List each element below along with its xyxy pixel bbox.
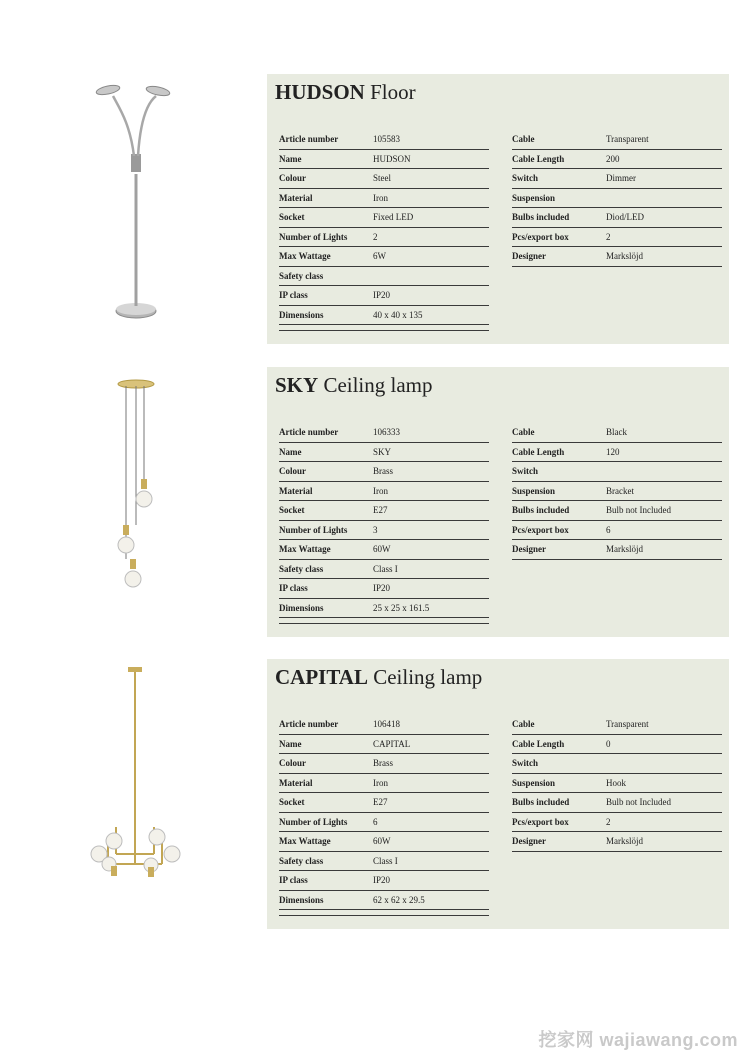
spec-label: Dimensions (279, 894, 324, 905)
table-end-rule (279, 325, 489, 331)
spec-value: CAPITAL (373, 738, 411, 749)
spec-row (279, 482, 489, 502)
spec-value: 120 (606, 446, 620, 457)
capital-lamp-illustration (68, 659, 208, 929)
spec-row (279, 306, 489, 326)
spec-row (512, 247, 722, 267)
spec-row (512, 462, 722, 482)
spec-label: Cable Length (512, 153, 565, 164)
product-name: SKY (275, 373, 319, 397)
spec-value: E27 (373, 797, 388, 808)
spec-label: Switch (512, 173, 539, 184)
spec-label: Pcs/export box (512, 524, 569, 535)
spec-label: Dimensions (279, 602, 324, 613)
spec-value: Markslöjd (606, 251, 643, 262)
table-end-rule (279, 618, 489, 624)
spec-row (279, 286, 489, 306)
spec-row (512, 501, 722, 521)
spec-label: Dimensions (279, 309, 324, 320)
spec-label: Max Wattage (279, 544, 331, 555)
product-hudson (0, 74, 750, 344)
spec-label: Safety class (279, 855, 324, 866)
spec-row (279, 189, 489, 209)
spec-row (512, 130, 722, 150)
site-watermark: 挖家网 wajiawang.com (538, 1030, 738, 1050)
spec-label: Article number (279, 719, 339, 730)
spec-value: Diod/LED (606, 212, 644, 223)
spec-row (512, 715, 722, 735)
spec-label: Colour (279, 466, 306, 477)
hudson-lamp-illustration (68, 74, 208, 344)
spec-label: Suspension (512, 777, 556, 788)
spec-label: Material (279, 192, 313, 203)
spec-label: Cable Length (512, 446, 565, 457)
spec-label: Bulbs included (512, 505, 570, 516)
spec-value: 25 x 25 x 161.5 (373, 602, 430, 613)
spec-label: Designer (512, 544, 546, 555)
spec-value: 62 x 62 x 29.5 (373, 894, 425, 905)
spec-panel (267, 74, 729, 344)
spec-row (512, 774, 722, 794)
spec-label: Number of Lights (279, 231, 348, 242)
spec-row (279, 443, 489, 463)
spec-value: 3 (373, 524, 378, 535)
spec-value: Markslöjd (606, 544, 643, 555)
spec-label: Cable (512, 719, 535, 730)
spec-value: 60W (373, 836, 391, 847)
spec-row (279, 228, 489, 248)
spec-value: E27 (373, 505, 388, 516)
spec-row (512, 793, 722, 813)
spec-label: Bulbs included (512, 797, 570, 808)
spec-row (512, 482, 722, 502)
spec-row (279, 715, 489, 735)
spec-label: Material (279, 777, 313, 788)
spec-label: IP class (279, 875, 308, 886)
spec-value: 6 (373, 816, 378, 827)
spec-row (279, 169, 489, 189)
spec-label: Number of Lights (279, 816, 348, 827)
spec-column-right (512, 130, 722, 267)
spec-row (512, 540, 722, 560)
spec-value: Iron (373, 485, 388, 496)
spec-row (279, 208, 489, 228)
spec-row (512, 423, 722, 443)
capital-ceiling-lamp-photo (68, 659, 208, 929)
spec-value: Transparent (606, 719, 649, 730)
spec-label: Socket (279, 212, 305, 223)
spec-row (279, 793, 489, 813)
spec-label: Pcs/export box (512, 816, 569, 827)
spec-row (279, 891, 489, 911)
spec-value: 2 (606, 231, 611, 242)
hudson-floor-lamp-photo (68, 74, 208, 344)
spec-value: Markslöjd (606, 836, 643, 847)
product-title (275, 80, 416, 105)
spec-row (512, 228, 722, 248)
product-kind: Ceiling lamp (323, 373, 433, 397)
product-kind: Floor (370, 80, 416, 104)
spec-value: Steel (373, 173, 391, 184)
spec-label: Colour (279, 758, 306, 769)
spec-label: Max Wattage (279, 836, 331, 847)
spec-label: Article number (279, 427, 339, 438)
spec-label: Cable (512, 134, 535, 145)
spec-row (512, 813, 722, 833)
spec-value: IP20 (373, 583, 391, 594)
sky-lamp-illustration (68, 367, 208, 637)
spec-label: Name (279, 446, 302, 457)
spec-row (279, 832, 489, 852)
spec-label: Safety class (279, 563, 324, 574)
spec-value: Fixed LED (373, 212, 414, 223)
spec-label: Safety class (279, 270, 324, 281)
spec-label: Article number (279, 134, 339, 145)
spec-value: Brass (373, 758, 393, 769)
spec-label: Suspension (512, 192, 556, 203)
spec-label: Cable (512, 427, 535, 438)
spec-row (512, 443, 722, 463)
product-kind: Ceiling lamp (373, 665, 483, 689)
spec-row (512, 150, 722, 170)
spec-label: Number of Lights (279, 524, 348, 535)
spec-value: SKY (373, 446, 392, 457)
spec-label: Max Wattage (279, 251, 331, 262)
spec-row (279, 521, 489, 541)
spec-row (279, 423, 489, 443)
spec-row (512, 832, 722, 852)
spec-label: Material (279, 485, 313, 496)
spec-label: Socket (279, 505, 305, 516)
spec-row (279, 462, 489, 482)
spec-label: Colour (279, 173, 306, 184)
spec-value: 2 (373, 231, 378, 242)
spec-row (279, 599, 489, 619)
product-capital (0, 659, 750, 929)
spec-row (512, 189, 722, 209)
spec-value: 2 (606, 816, 611, 827)
spec-value: 106418 (373, 719, 400, 730)
spec-row (279, 852, 489, 872)
spec-label: IP class (279, 583, 308, 594)
spec-label: Designer (512, 251, 546, 262)
spec-panel (267, 367, 729, 637)
spec-value: 105583 (373, 134, 400, 145)
spec-value: 60W (373, 544, 391, 555)
spec-value: Class I (373, 563, 398, 574)
spec-value: Class I (373, 855, 398, 866)
spec-row (279, 560, 489, 580)
spec-column-left (279, 715, 489, 916)
spec-value: 0 (606, 738, 611, 749)
spec-label: Cable Length (512, 738, 565, 749)
spec-value: Iron (373, 777, 388, 788)
table-end-rule (279, 910, 489, 916)
spec-value: 6W (373, 251, 386, 262)
spec-row (279, 267, 489, 287)
spec-value: Hook (606, 777, 626, 788)
spec-column-left (279, 130, 489, 331)
product-name: CAPITAL (275, 665, 368, 689)
spec-row (279, 774, 489, 794)
spec-label: Bulbs included (512, 212, 570, 223)
spec-value: 6 (606, 524, 611, 535)
spec-value: HUDSON (373, 153, 411, 164)
spec-value: 200 (606, 153, 620, 164)
spec-value: IP20 (373, 290, 391, 301)
spec-value: Black (606, 427, 627, 438)
spec-row (279, 813, 489, 833)
product-title (275, 373, 433, 398)
sky-ceiling-lamp-photo (68, 367, 208, 637)
product-sky (0, 367, 750, 637)
spec-row (279, 130, 489, 150)
spec-panel (267, 659, 729, 929)
spec-label: Switch (512, 466, 539, 477)
spec-value: Bulb not Included (606, 797, 671, 808)
spec-label: Designer (512, 836, 546, 847)
spec-label: IP class (279, 290, 308, 301)
spec-value: IP20 (373, 875, 391, 886)
spec-row (279, 735, 489, 755)
spec-value: Transparent (606, 134, 649, 145)
spec-row (279, 579, 489, 599)
spec-value: Bulb not Included (606, 505, 671, 516)
spec-row (512, 169, 722, 189)
spec-row (512, 521, 722, 541)
spec-row (512, 754, 722, 774)
spec-value: Iron (373, 192, 388, 203)
spec-row (279, 501, 489, 521)
spec-value: Dimmer (606, 173, 636, 184)
spec-label: Socket (279, 797, 305, 808)
spec-row (279, 150, 489, 170)
spec-label: Suspension (512, 485, 556, 496)
spec-label: Name (279, 153, 302, 164)
spec-column-right (512, 423, 722, 560)
spec-row (279, 754, 489, 774)
spec-value: 40 x 40 x 135 (373, 309, 423, 320)
spec-row (279, 871, 489, 891)
spec-value: Brass (373, 466, 393, 477)
spec-row (512, 208, 722, 228)
spec-value: 106333 (373, 427, 400, 438)
product-name: HUDSON (275, 80, 365, 104)
spec-label: Pcs/export box (512, 231, 569, 242)
spec-column-left (279, 423, 489, 624)
product-title (275, 665, 482, 690)
spec-row (512, 735, 722, 755)
spec-label: Switch (512, 758, 539, 769)
spec-label: Name (279, 738, 302, 749)
spec-row (279, 540, 489, 560)
spec-column-right (512, 715, 722, 852)
spec-row (279, 247, 489, 267)
spec-value: Bracket (606, 485, 634, 496)
